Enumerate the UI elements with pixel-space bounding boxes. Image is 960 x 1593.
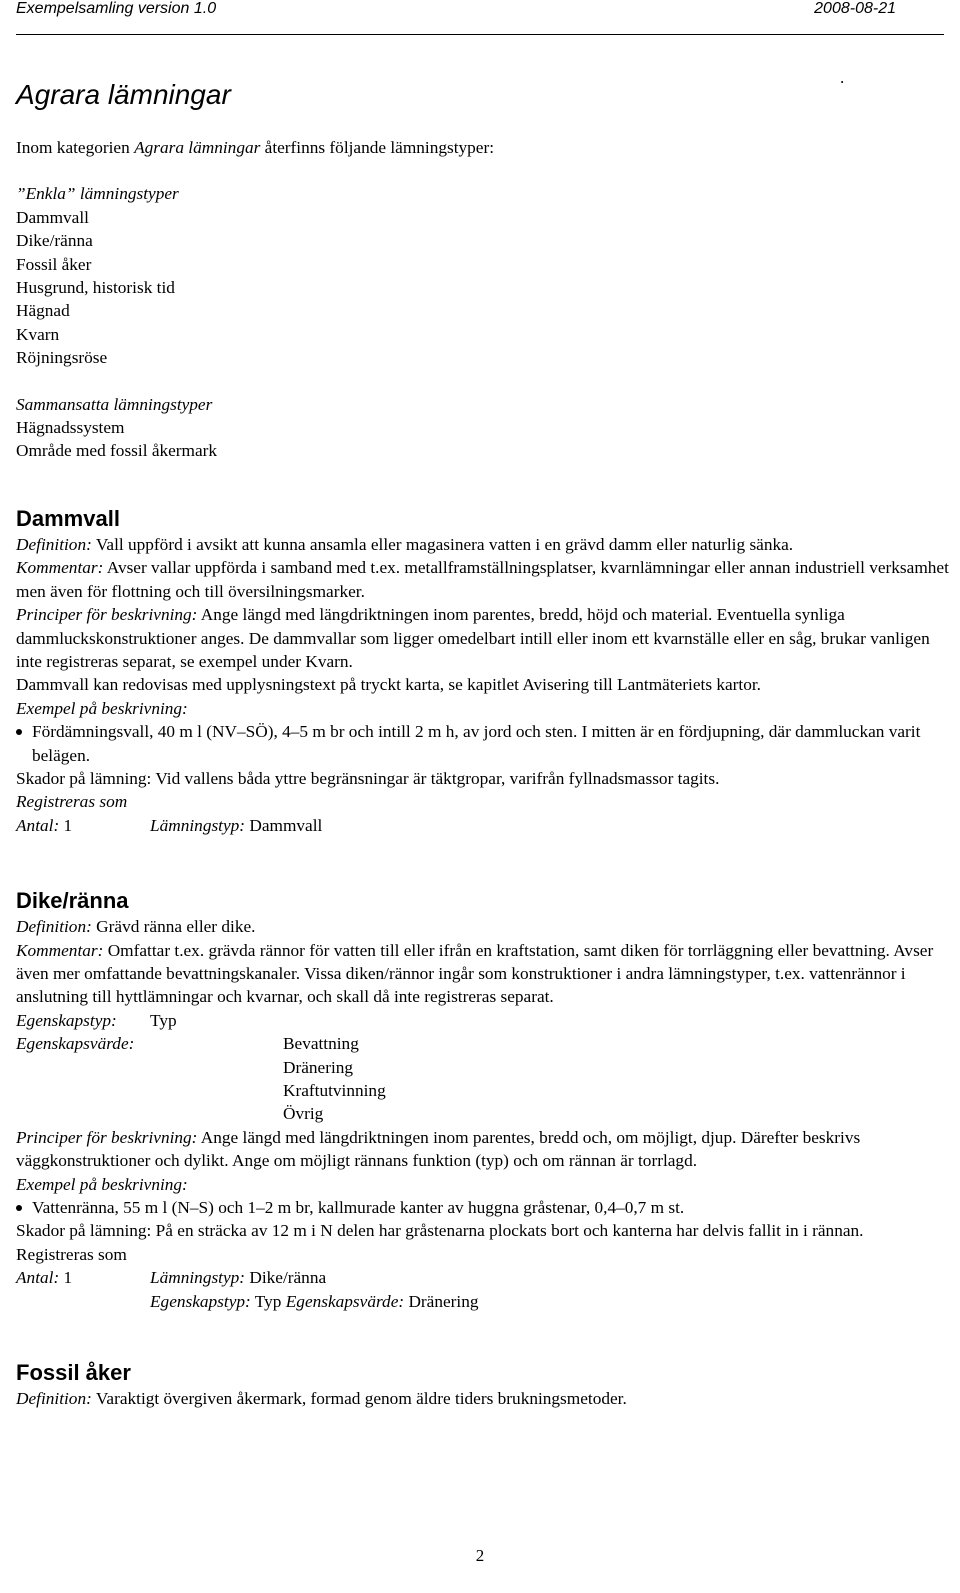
page-number: 2 xyxy=(475,1546,485,1565)
principles: Principer för beskrivning: Ange längd med längdriktningen inom parentes, bredd, höjd och material. Eventuella synliga dammluckskonstruktioner anges. De dammvallar som ligger omedelbart intill eller inom ett kvarnställe eller en såg, brukar vanligen inte registreras separat, se exempel under Kvarn. xyxy=(16,605,930,671)
list-item: Fossil åker xyxy=(16,254,92,274)
damage-note: Skador på lämning: På en sträcka av 12 m i N delen har gråstenarna plockats bort och kanterna har delvis fallit in i rännan. xyxy=(16,1221,864,1241)
example-label: Exempel på beskrivning: xyxy=(16,1174,188,1194)
register-label: Registreras som xyxy=(16,1244,127,1264)
list-item: Hägnadssystem xyxy=(16,418,125,438)
property-type-row: Egenskapstyp: Typ xyxy=(16,1010,177,1030)
section-dike xyxy=(16,887,956,1313)
header-doc-version: Exempelsamling version 1.0 xyxy=(16,0,217,17)
list-item: Övrig xyxy=(283,1104,324,1124)
register-property-row: Egenskapstyp: Typ Egenskapsvärde: Dränering xyxy=(150,1291,479,1311)
document-body xyxy=(16,136,956,1410)
compound-types-heading: Sammansatta lämningstyper xyxy=(16,394,213,414)
list-item: Kvarn xyxy=(16,324,60,344)
header-date: 2008-08-21 xyxy=(814,0,896,17)
damage-note: Skador på lämning: Vid vallens båda yttre begränsningar är täktgropar, varifrån fyllnadsmassor tagits. xyxy=(16,768,720,788)
principles: Principer för beskrivning: Ange längd med längdriktningen inom parentes, bredd och, om möjligt, djup. Därefter beskrivs väggkonstruktioner och dylikt. Ange om möjligt rännans funktion (typ) och om rännan är torrlagd. xyxy=(16,1127,861,1171)
section-heading: Dammvall xyxy=(16,505,120,531)
definition: Definition: Grävd ränna eller dike. xyxy=(16,917,256,937)
section-heading: Dike/ränna xyxy=(16,888,129,914)
list-item: Hägnad xyxy=(16,301,70,321)
property-values xyxy=(16,1032,956,1126)
section-dammvall xyxy=(16,505,956,837)
list-item: Röjningsröse xyxy=(16,348,108,368)
list-item: Kraftutvinning xyxy=(283,1081,386,1100)
example-bullet: Fördämningsvall, 40 m l (NV–SÖ), 4–5 m br och intill 2 m h, av jord och sten. I mitten är en fördjupning, där dammluckan varit belägen. xyxy=(16,720,956,767)
register-row: Antal: 1 Lämningstyp: Dike/ränna xyxy=(16,1268,327,1288)
list-item: Område med fossil åkermark xyxy=(16,441,218,461)
section-heading: Fossil åker xyxy=(16,1360,131,1386)
stray-mark: . xyxy=(840,68,845,87)
page-header xyxy=(16,0,944,35)
simple-types-list xyxy=(16,182,956,369)
list-item: Dike/ränna xyxy=(16,231,93,251)
register-row: Antal: 1 Lämningstyp: Dammvall xyxy=(16,815,323,835)
intro-paragraph: Inom kategorien Agrara lämningar återfinns följande lämningstyper: xyxy=(16,138,495,157)
example-bullet: Vattenränna, 55 m l (N–S) och 1–2 m br, kallmurade kanter av huggna gråstenar, 0,4–0,7 m st. xyxy=(16,1196,956,1219)
list-item: Dränering xyxy=(283,1057,354,1077)
map-note: Dammvall kan redovisas med upplysningstext på tryckt karta, se kapitlet Avisering till Lantmäteriets kartor. xyxy=(16,675,761,695)
page-title: Agrara lämningar xyxy=(16,79,231,110)
list-item: Bevattning xyxy=(283,1034,359,1054)
property-value-label: Egenskapsvärde: xyxy=(16,1034,135,1054)
compound-types-list xyxy=(16,393,956,463)
comment: Kommentar: Avser vallar uppförda i samband med t.ex. metallframställningsplatser, kvarnlämningar eller annan industriell verksamhet men även för flottning och till översilningsmarker. xyxy=(16,558,949,601)
list-item: Husgrund, historisk tid xyxy=(16,278,175,298)
section-fossil-aker xyxy=(16,1359,956,1410)
comment: Kommentar: Omfattar t.ex. grävda rännor för vatten till eller ifrån en kraftstation, samt diken för torrläggning eller bevattning. Avser även mer omfattande bevattningskanaler. Vissa diken/rännor ingår som konstruktioner i andra lämningstyper, t.ex. vattenrännor i anslutning till hyttlämningar och kvarnar, och skall då inte registreras separat. xyxy=(16,940,934,1007)
intro-category: Agrara lämningar xyxy=(134,138,261,157)
simple-types-heading: ”Enkla” lämningstyper xyxy=(16,184,179,204)
definition: Definition: Vall uppförd i avsikt att kunna ansamla eller magasinera vatten i en grävd damm eller naturlig sänka. xyxy=(16,534,794,554)
definition: Definition: Varaktigt övergiven åkermark, formad genom äldre tiders brukningsmetoder. xyxy=(16,1389,627,1409)
list-item: Dammvall xyxy=(16,207,89,227)
register-label: Registreras som xyxy=(16,792,128,812)
example-label: Exempel på beskrivning: xyxy=(16,698,188,718)
